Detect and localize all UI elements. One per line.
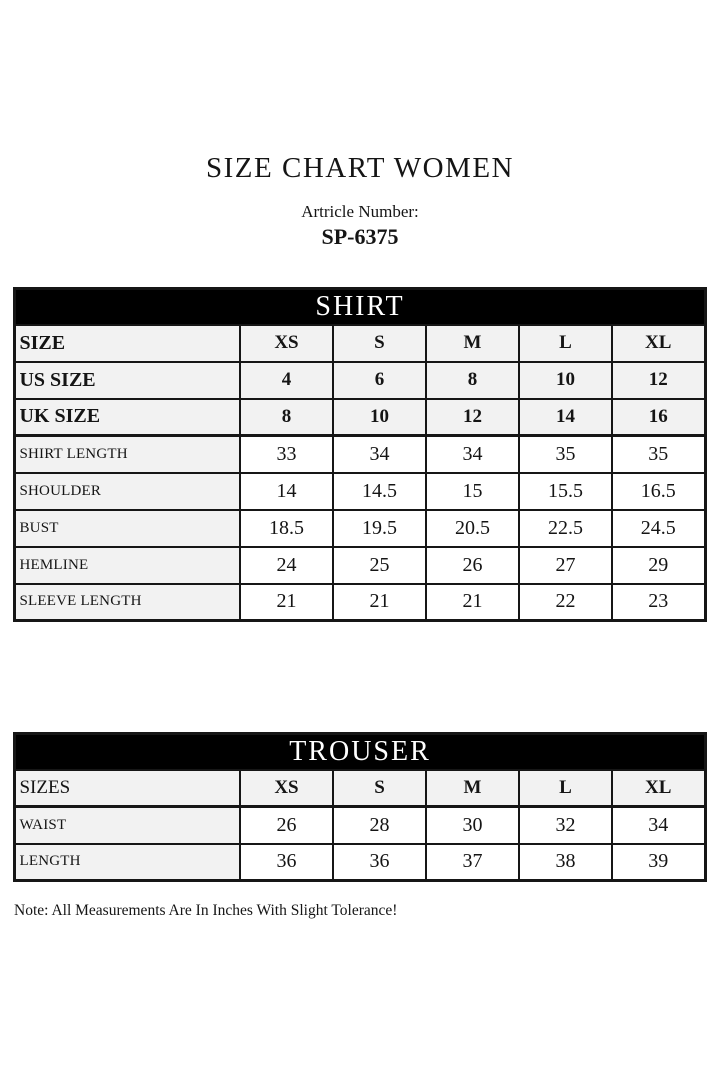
- row-label-cell: UK SIZE: [15, 399, 240, 436]
- row-label-cell: SLEEVE LENGTH: [15, 584, 240, 621]
- size-value-cell: 10: [333, 399, 426, 436]
- size-value-cell: XL: [612, 770, 705, 807]
- measurement-value-cell: 30: [426, 807, 519, 844]
- size-value-cell: 10: [519, 362, 612, 399]
- measurement-value-cell: 35: [612, 436, 705, 473]
- measurement-value-cell: 14.5: [333, 473, 426, 510]
- size-value-cell: L: [519, 325, 612, 362]
- row-label-cell: WAIST: [15, 807, 240, 844]
- size-value-cell: S: [333, 325, 426, 362]
- size-value-cell: 14: [519, 399, 612, 436]
- measurement-value-cell: 28: [333, 807, 426, 844]
- size-value-cell: 8: [240, 399, 333, 436]
- measurement-value-cell: 14: [240, 473, 333, 510]
- measurement-value-cell: 21: [333, 584, 426, 621]
- size-value-cell: 16: [612, 399, 705, 436]
- row-label-cell: BUST: [15, 510, 240, 547]
- size-header-row: [15, 399, 705, 436]
- measurement-value-cell: 38: [519, 844, 612, 881]
- measurement-value-cell: 22: [519, 584, 612, 621]
- measurement-row: [15, 510, 705, 547]
- measurement-value-cell: 19.5: [333, 510, 426, 547]
- size-value-cell: 6: [333, 362, 426, 399]
- table-title-row: [15, 734, 705, 770]
- measurement-value-cell: 20.5: [426, 510, 519, 547]
- measurement-value-cell: 34: [426, 436, 519, 473]
- measurement-value-cell: 22.5: [519, 510, 612, 547]
- shirt-size-table: [13, 287, 706, 622]
- size-value-cell: 12: [612, 362, 705, 399]
- size-value-cell: L: [519, 770, 612, 807]
- measurement-row: [15, 584, 705, 621]
- size-header-row: [15, 770, 705, 807]
- row-label-cell: US SIZE: [15, 362, 240, 399]
- measurement-value-cell: 24: [240, 547, 333, 584]
- measurement-note: Note: All Measurements Are In Inches With Slight Tolerance!: [14, 902, 398, 919]
- table-title-row: [15, 289, 705, 325]
- measurement-row: [15, 807, 705, 844]
- measurement-value-cell: 21: [240, 584, 333, 621]
- row-label-cell: SHIRT LENGTH: [15, 436, 240, 473]
- measurement-value-cell: 15: [426, 473, 519, 510]
- size-value-cell: 12: [426, 399, 519, 436]
- size-value-cell: XL: [612, 325, 705, 362]
- measurement-value-cell: 32: [519, 807, 612, 844]
- measurement-value-cell: 33: [240, 436, 333, 473]
- measurement-value-cell: 26: [240, 807, 333, 844]
- measurement-value-cell: 24.5: [612, 510, 705, 547]
- measurement-value-cell: 23: [612, 584, 705, 621]
- measurement-row: [15, 547, 705, 584]
- size-value-cell: 8: [426, 362, 519, 399]
- measurement-value-cell: 16.5: [612, 473, 705, 510]
- measurement-value-cell: 27: [519, 547, 612, 584]
- size-header-row: [15, 362, 705, 399]
- measurement-row: [15, 844, 705, 881]
- measurement-value-cell: 39: [612, 844, 705, 881]
- article-number-label: Artricle Number:: [301, 202, 419, 221]
- page-title: SIZE CHART WOMEN: [206, 152, 514, 184]
- size-value-cell: S: [333, 770, 426, 807]
- measurement-value-cell: 34: [333, 436, 426, 473]
- measurement-value-cell: 35: [519, 436, 612, 473]
- size-value-cell: 4: [240, 362, 333, 399]
- measurement-value-cell: 36: [333, 844, 426, 881]
- row-label-cell: LENGTH: [15, 844, 240, 881]
- size-value-cell: XS: [240, 770, 333, 807]
- measurement-value-cell: 25: [333, 547, 426, 584]
- measurement-value-cell: 36: [240, 844, 333, 881]
- measurement-value-cell: 37: [426, 844, 519, 881]
- measurement-value-cell: 26: [426, 547, 519, 584]
- row-label-cell: HEMLINE: [15, 547, 240, 584]
- measurement-value-cell: 29: [612, 547, 705, 584]
- row-label-cell: SIZE: [15, 325, 240, 362]
- article-number-value: SP-6375: [321, 224, 399, 249]
- table-title: TROUSER: [15, 734, 705, 770]
- row-label-cell: SIZES: [15, 770, 240, 807]
- measurement-value-cell: 18.5: [240, 510, 333, 547]
- measurement-row: [15, 473, 705, 510]
- size-value-cell: XS: [240, 325, 333, 362]
- trouser-size-table: [13, 732, 706, 882]
- measurement-row: [15, 436, 705, 473]
- measurement-value-cell: 15.5: [519, 473, 612, 510]
- size-value-cell: M: [426, 770, 519, 807]
- size-header-row: [15, 325, 705, 362]
- measurement-value-cell: 21: [426, 584, 519, 621]
- size-value-cell: M: [426, 325, 519, 362]
- measurement-value-cell: 34: [612, 807, 705, 844]
- row-label-cell: SHOULDER: [15, 473, 240, 510]
- table-title: SHIRT: [15, 289, 705, 325]
